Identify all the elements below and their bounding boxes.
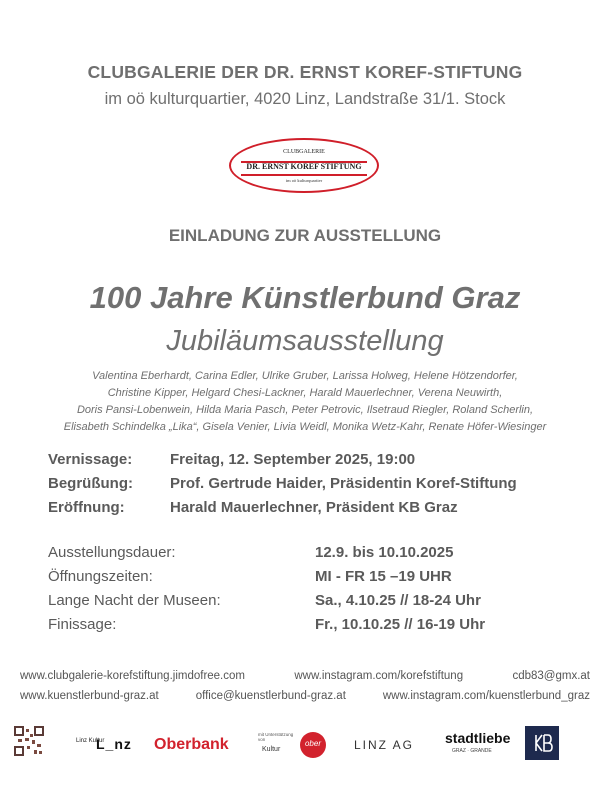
sponsor-logos (0, 720, 610, 770)
details-label: Öffnungszeiten: (48, 567, 153, 585)
details-row (48, 588, 485, 612)
logo-small-top: CLUBGALERIE (283, 149, 325, 155)
logo-name: DR. ERNST KOREF STIFTUNG (246, 162, 362, 171)
ober-logo-text: ober (304, 739, 321, 748)
clubgalerie-website-link[interactable]: www.clubgalerie-korefstiftung.jimdofree.com (20, 670, 245, 682)
contact-links (20, 666, 590, 706)
kb-graz-website-link[interactable]: www.kuenstlerbund-graz.at (20, 690, 159, 702)
exhibition-title: 100 Jahre Künstlerbund Graz (89, 280, 521, 315)
opening-value: Harald Mauerlechner, Präsident KB Graz (170, 498, 458, 516)
details-table (48, 540, 485, 636)
opening-table (48, 447, 517, 519)
exhibition-subtitle: Jubiläumsausstellung (166, 325, 444, 357)
links-line-2 (20, 686, 590, 706)
artist-line: Valentina Eberhardt, Carina Edler, Ulrike Gruber, Larissa Holweg, Helene Hötzendorfer, (92, 370, 518, 382)
linz-kultur-label: Linz Kultur (76, 738, 105, 744)
linz-logo: L_nz (96, 736, 132, 752)
opening-label: Eröffnung: (48, 498, 125, 516)
opening-row (48, 471, 517, 495)
ober-support-label: mit Unterstützung von (258, 732, 294, 742)
opening-value: Freitag, 12. September 2025, 19:00 (170, 450, 416, 468)
details-label: Lange Nacht der Museen: (48, 591, 221, 609)
opening-label: Vernissage: (48, 450, 133, 468)
koref-stiftung-logo (229, 138, 379, 193)
gallery-title: CLUBGALERIE DER DR. ERNST KOREF-STIFTUNG (87, 62, 523, 82)
ober-kultur-label: Kultur (262, 746, 281, 753)
details-row (48, 564, 485, 588)
details-row (48, 540, 485, 564)
opening-row (48, 495, 517, 519)
links-line-1 (20, 666, 590, 686)
gallery-address: im oö kulturquartier, 4020 Linz, Landstraße 31/1. Stock (104, 90, 506, 108)
details-value: Fr., 10.10.25 // 16-19 Uhr (315, 615, 486, 633)
opening-value: Prof. Gertrude Haider, Präsidentin Koref-Stiftung (170, 474, 517, 492)
artist-list (40, 368, 570, 436)
email-link[interactable]: cdb83@gmx.at (512, 670, 590, 682)
logo-small-bottom: im oö kulturquartier (285, 178, 323, 183)
qr-code-icon (14, 726, 44, 756)
details-row (48, 612, 485, 636)
details-label: Finissage: (48, 615, 117, 633)
invitation-heading: EINLADUNG ZUR AUSSTELLUNG (168, 226, 442, 245)
details-value: 12.9. bis 10.10.2025 (315, 543, 454, 561)
artist-line: Elisabeth Schindelka „Lika“, Gisela Venier, Livia Weidl, Monika Wetz-Kahr, Renate Höfer-Wiesinger (63, 421, 547, 433)
koref-instagram-link[interactable]: www.instagram.com/korefstiftung (294, 670, 464, 682)
details-value: MI - FR 15 –19 UHR (315, 567, 452, 585)
kb-graz-email-link[interactable]: office@kuenstlerbund-graz.at (195, 690, 346, 702)
kb-graz-instagram-link[interactable]: www.instagram.com/kuenstlerbund_graz (382, 690, 590, 702)
opening-row (48, 447, 517, 471)
stadtliebe-logo: stadtliebe (445, 730, 511, 746)
opening-label: Begrüßung: (48, 474, 133, 492)
linz-ag-logo: LINZ AG (354, 738, 415, 752)
details-label: Ausstellungsdauer: (48, 543, 176, 561)
artist-line: Christine Kipper, Helgard Chesi-Lackner, Harald Mauerlechner, Verena Neuwirth, (107, 387, 503, 399)
details-value: Sa., 4.10.25 // 18-24 Uhr (315, 591, 481, 609)
stadtliebe-sublabel: GRAZ · GRANDE (452, 748, 492, 754)
artist-line: Doris Pansi-Lobenwein, Hilda Maria Pasch, Peter Petrovic, Ilsetraud Riegler, Roland Scherlin, (76, 404, 534, 416)
oberbank-logo: Oberbank (154, 736, 229, 753)
kb-graz-logo-icon (525, 726, 559, 760)
